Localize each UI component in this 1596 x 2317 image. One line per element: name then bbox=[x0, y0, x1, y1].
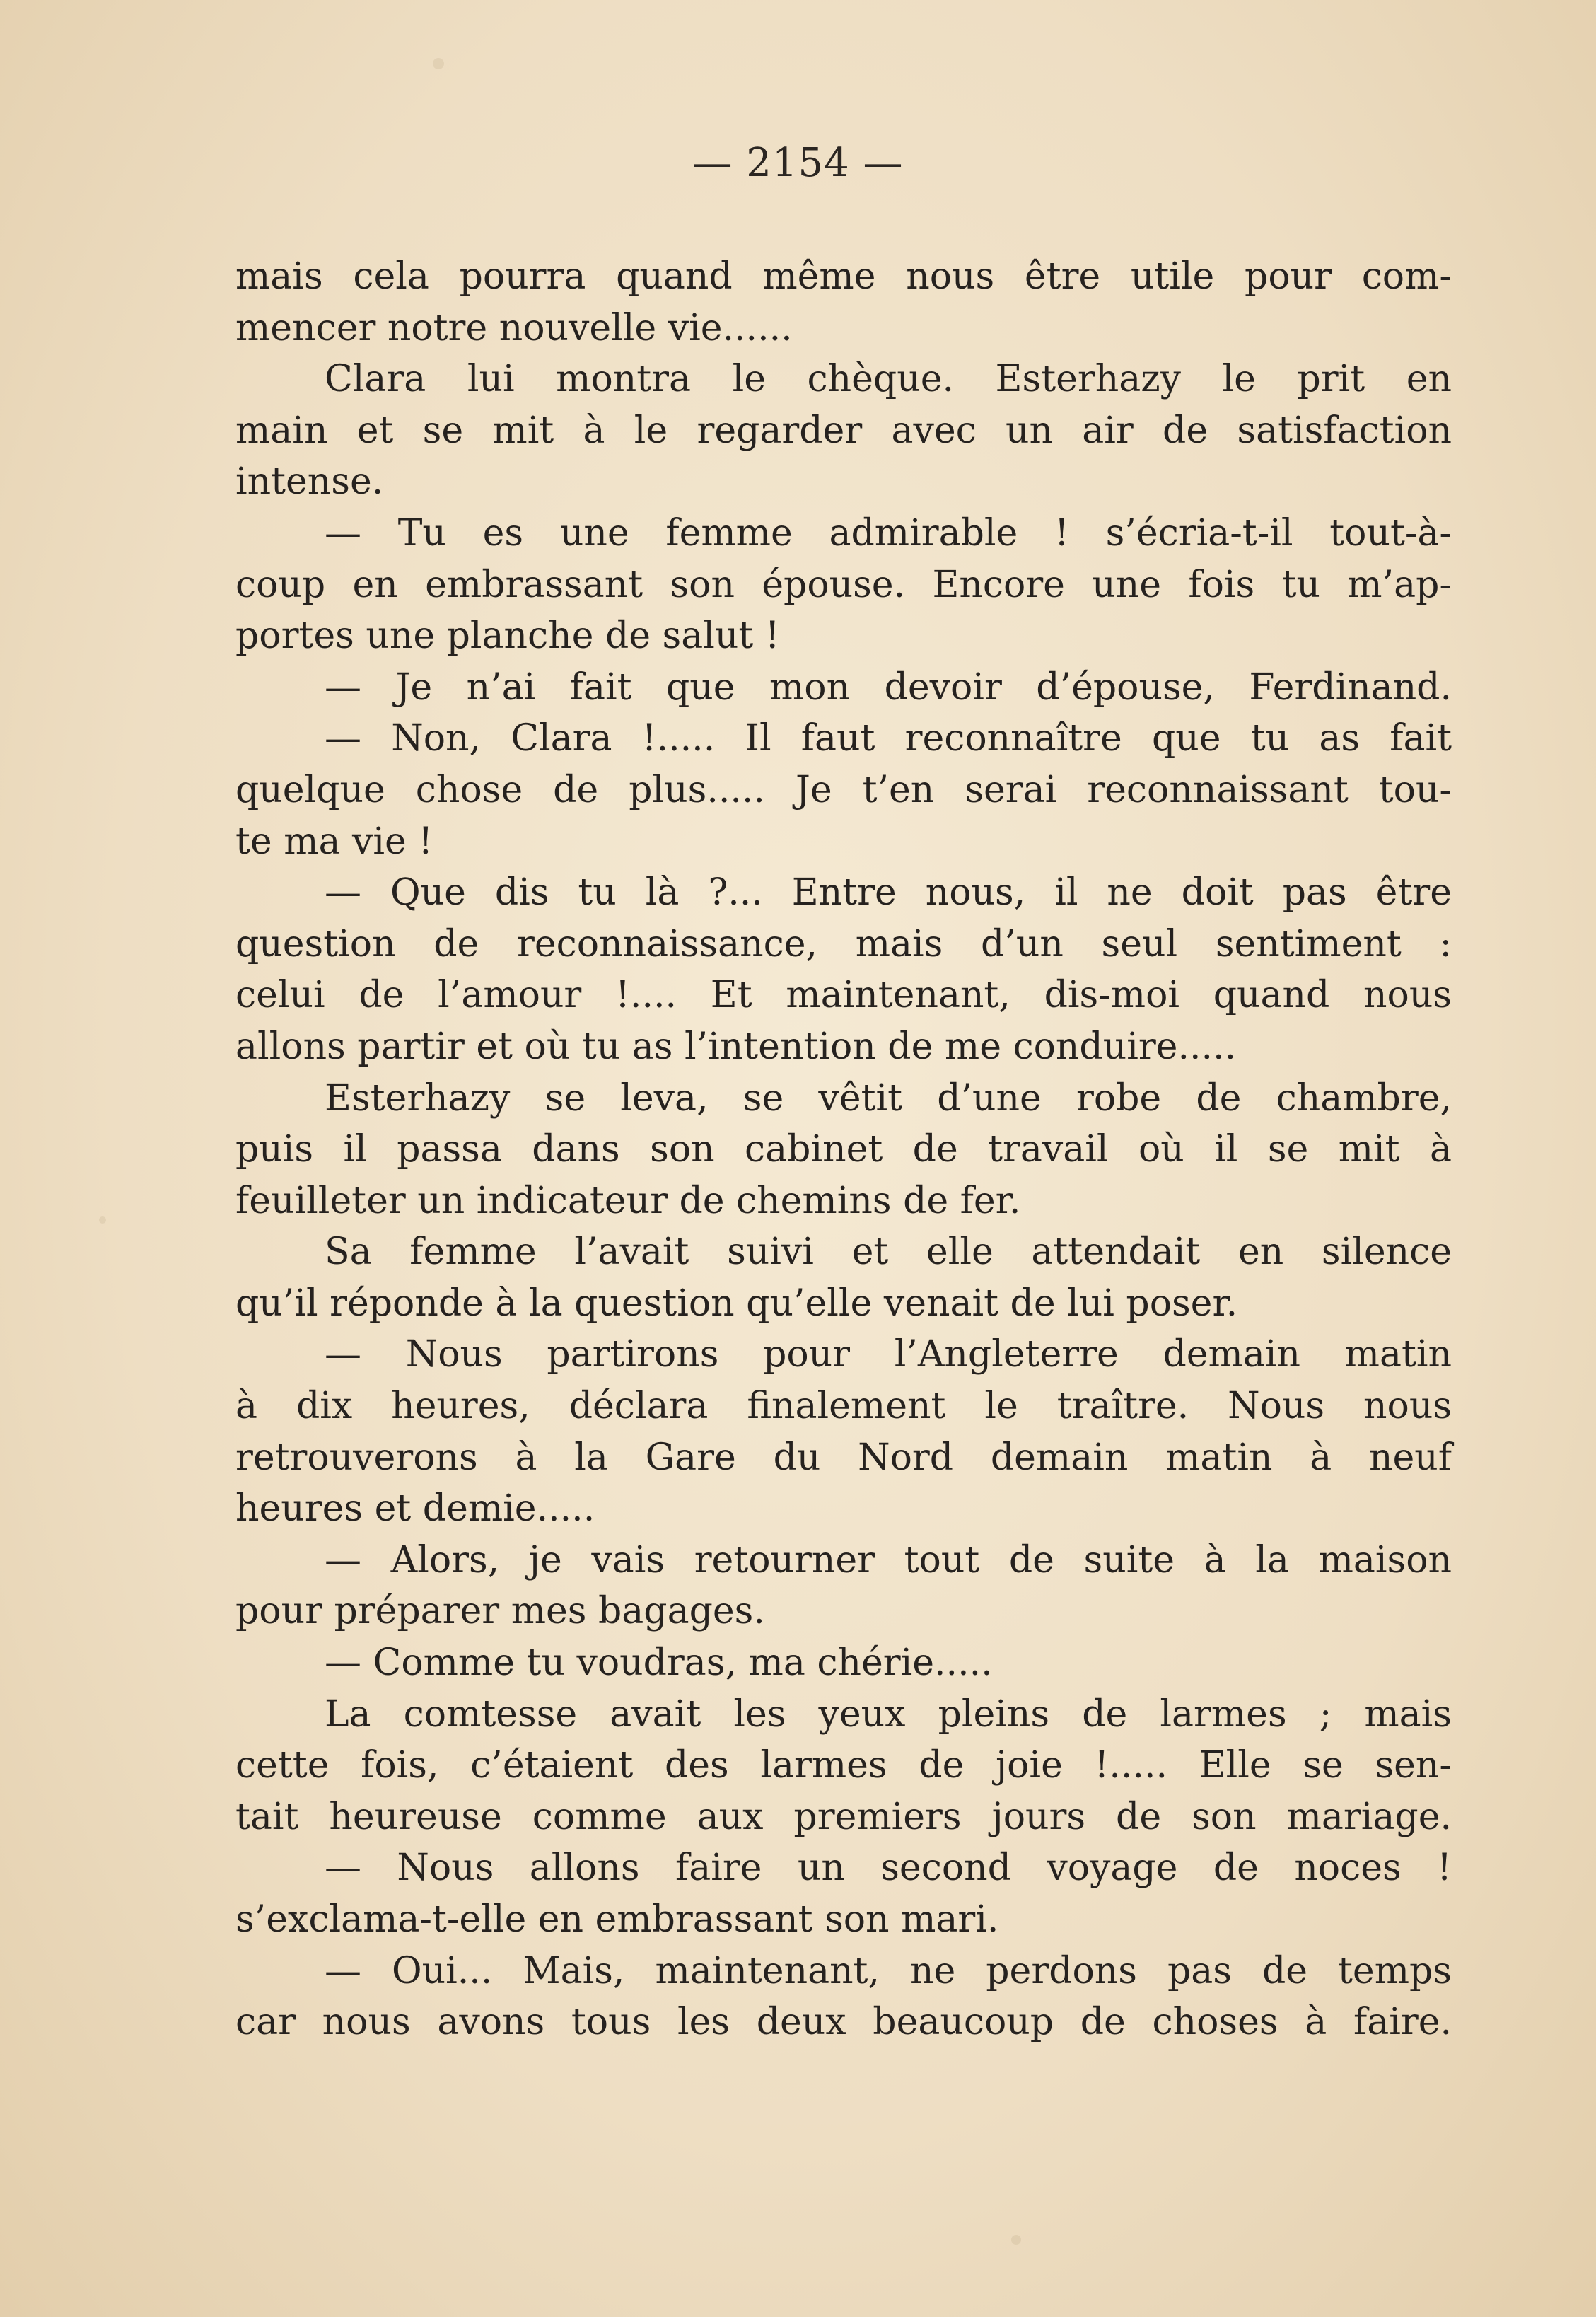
paper-stain bbox=[99, 1216, 106, 1224]
text-line: feuilleter un indicateur de chemins de fer. bbox=[235, 1179, 1021, 1222]
text-line: — Alors, je vais retourner tout de suite à la maison bbox=[325, 1538, 1452, 1581]
text-line: Clara lui montra le chèque. Esterhazy le prit en bbox=[325, 358, 1452, 401]
text-line: quelque chose de plus..... Je t’en serai reconnaissant tou- bbox=[235, 768, 1452, 811]
text-line: allons partir et où tu as l’intention de me conduire..... bbox=[235, 1025, 1237, 1068]
text-line: heures et demie..... bbox=[235, 1487, 595, 1531]
text-line: — Je n’ai fait que mon devoir d’épouse, Ferdinand. bbox=[325, 666, 1452, 709]
text-line: question de reconnaissance, mais d’un seul sentiment : bbox=[235, 922, 1452, 965]
text-line: — Comme tu voudras, ma chérie..... bbox=[325, 1642, 993, 1685]
text-line: tait heureuse comme aux premiers jours de son mariage. bbox=[235, 1795, 1452, 1838]
page-number: — 2154 — bbox=[692, 140, 904, 186]
text-line: — Nous allons faire un second voyage de noces ! bbox=[325, 1847, 1452, 1890]
text-line: — Oui... Mais, maintenant, ne perdons pas de temps bbox=[325, 1949, 1452, 1992]
text-line: — Tu es une femme admirable ! s’écria-t-il tout-à- bbox=[325, 511, 1452, 554]
text-line: retrouverons à la Gare du Nord demain matin à neuf bbox=[235, 1436, 1452, 1479]
paper-stain bbox=[433, 58, 444, 69]
text-line: mais cela pourra quand même nous être utile pour com- bbox=[235, 255, 1452, 298]
paper-stain bbox=[1011, 2235, 1021, 2245]
text-line: — Que dis tu là ?... Entre nous, il ne doit pas être bbox=[325, 871, 1452, 914]
body-text bbox=[235, 251, 1452, 2048]
text-line: Sa femme l’avait suivi et elle attendait en silence bbox=[325, 1231, 1452, 1274]
text-line: — Non, Clara !..... Il faut reconnaître que tu as fait bbox=[325, 717, 1452, 760]
text-line: Esterhazy se leva, se vêtit d’une robe de chambre, bbox=[325, 1076, 1452, 1120]
text-line: qu’il réponde à la question qu’elle venait de lui poser. bbox=[235, 1282, 1238, 1325]
text-line: celui de l’amour !.... Et maintenant, dis-moi quand nous bbox=[235, 974, 1452, 1017]
text-line: portes une planche de salut ! bbox=[235, 615, 780, 658]
text-line: intense. bbox=[235, 460, 384, 504]
text-line: s’exclama-t-elle en embrassant son mari. bbox=[235, 1898, 999, 1941]
text-line: car nous avons tous les deux beaucoup de choses à faire. bbox=[235, 2001, 1452, 2044]
text-line: te ma vie ! bbox=[235, 820, 433, 863]
text-line: puis il passa dans son cabinet de travail où il se mit à bbox=[235, 1128, 1452, 1171]
text-line: à dix heures, déclara finalement le traître. Nous nous bbox=[235, 1385, 1452, 1428]
text-line: — Nous partirons pour l’Angleterre demain matin bbox=[325, 1333, 1452, 1376]
text-line: cette fois, c’étaient des larmes de joie !..... Elle se sen- bbox=[235, 1744, 1452, 1787]
text-line: coup en embrassant son épouse. Encore une fois tu m’ap- bbox=[235, 563, 1452, 606]
text-line: main et se mit à le regarder avec un air de satisfaction bbox=[235, 409, 1452, 452]
text-line: mencer notre nouvelle vie...... bbox=[235, 306, 793, 349]
text-line: La comtesse avait les yeux pleins de larmes ; mais bbox=[325, 1692, 1452, 1736]
text-line: pour préparer mes bagages. bbox=[235, 1590, 765, 1633]
